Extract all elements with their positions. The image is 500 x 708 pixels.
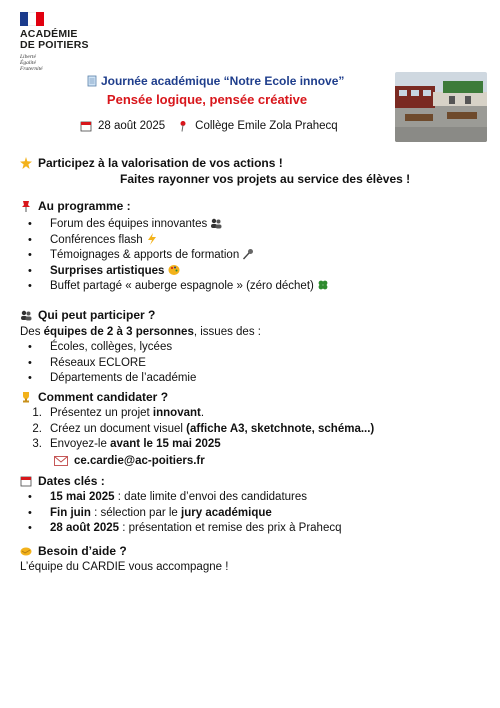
list-item: • Conférences flash: [20, 233, 480, 249]
dates-section: [20, 474, 480, 537]
microphone-icon: [242, 248, 254, 260]
list-item: • Forum des équipes innovantes: [20, 217, 480, 233]
people-icon: [20, 309, 32, 321]
list-item: 1. Présentez un projet innovant.: [32, 407, 205, 419]
french-flag-icon: [20, 12, 44, 26]
academy-logo: [20, 12, 89, 72]
notepad-icon: [86, 75, 98, 87]
trophy-icon: [20, 391, 32, 403]
programme-title: Au programme :: [38, 199, 131, 213]
programme-section: [20, 199, 480, 295]
apply-section: [20, 390, 480, 467]
date-place-row: [80, 120, 338, 132]
calendar-icon: [80, 120, 92, 132]
event-date: 28 août 2025: [98, 120, 166, 132]
email-icon: [54, 455, 68, 467]
list-item: • Buffet partagé « auberge espagnole » (zéro déchet): [20, 279, 480, 295]
event-subtitle: Pensée logique, pensée créative: [106, 92, 308, 107]
clover-icon: [317, 279, 329, 291]
motto-egalite: Égalité: [20, 60, 36, 66]
list-item: • Départements de l’académie: [20, 371, 480, 387]
event-title-row: [0, 74, 430, 88]
list-item: 2. Créez un document visuel (affiche A3, sketchnote, schéma...): [32, 422, 375, 435]
list-item: • 28 août 2025 : présentation et remise des prix à Prahecq: [20, 521, 480, 537]
dates-title: Dates clés :: [38, 474, 105, 488]
list-item: • Écoles, collèges, lycées: [20, 340, 480, 356]
help-text: L’équipe du CARDIE vous accompagne !: [20, 561, 229, 573]
motto-fraternite: Fraternité: [20, 66, 43, 72]
calendar-icon: [20, 475, 32, 487]
people-icon: [210, 217, 222, 229]
handshake-icon: [20, 545, 32, 557]
list-item: 3. Envoyez-le avant le 15 mai 2025: [32, 438, 221, 450]
list-item: • Témoignages & apports de formation: [20, 248, 480, 264]
lightning-icon: [146, 233, 158, 245]
help-section: [20, 544, 480, 573]
list-item: • Réseaux ECLORE: [20, 356, 480, 372]
list-item: • Fin juin : sélection par le jury académique: [20, 506, 480, 522]
intro-line-1: Participez à la valorisation de vos actions !: [38, 156, 283, 170]
intro-line-2: Faites rayonner vos projets au service des élèves !: [120, 172, 411, 186]
list-item: • Surprises artistiques: [20, 264, 480, 280]
college-photo: [395, 72, 487, 142]
logo-line-1: ACADÉMIE: [20, 28, 78, 40]
intro-block: [20, 156, 480, 186]
motto-liberte: Liberté: [20, 54, 36, 60]
sparkle-icon: [20, 157, 32, 169]
apply-title: Comment candidater ?: [38, 390, 169, 404]
list-item: • 15 mai 2025 : date limite d’envoi des candidatures: [20, 490, 480, 506]
logo-line-2: DE POITIERS: [20, 39, 89, 51]
event-place: Collège Emile Zola Prahecq: [195, 120, 338, 132]
participants-intro: Des équipes de 2 à 3 personnes, issues des :: [20, 326, 261, 338]
event-title: Journée académique “Notre Ecole innove”: [100, 74, 345, 88]
pin-icon: [20, 200, 32, 212]
participants-title: Qui peut participer ?: [38, 308, 156, 322]
palette-icon: [168, 264, 180, 276]
contact-email[interactable]: ce.cardie@ac-poitiers.fr: [74, 454, 205, 467]
email-row: [54, 455, 480, 467]
help-title: Besoin d’aide ?: [38, 544, 127, 558]
pushpin-icon: [177, 120, 189, 132]
participants-section: [20, 308, 480, 387]
